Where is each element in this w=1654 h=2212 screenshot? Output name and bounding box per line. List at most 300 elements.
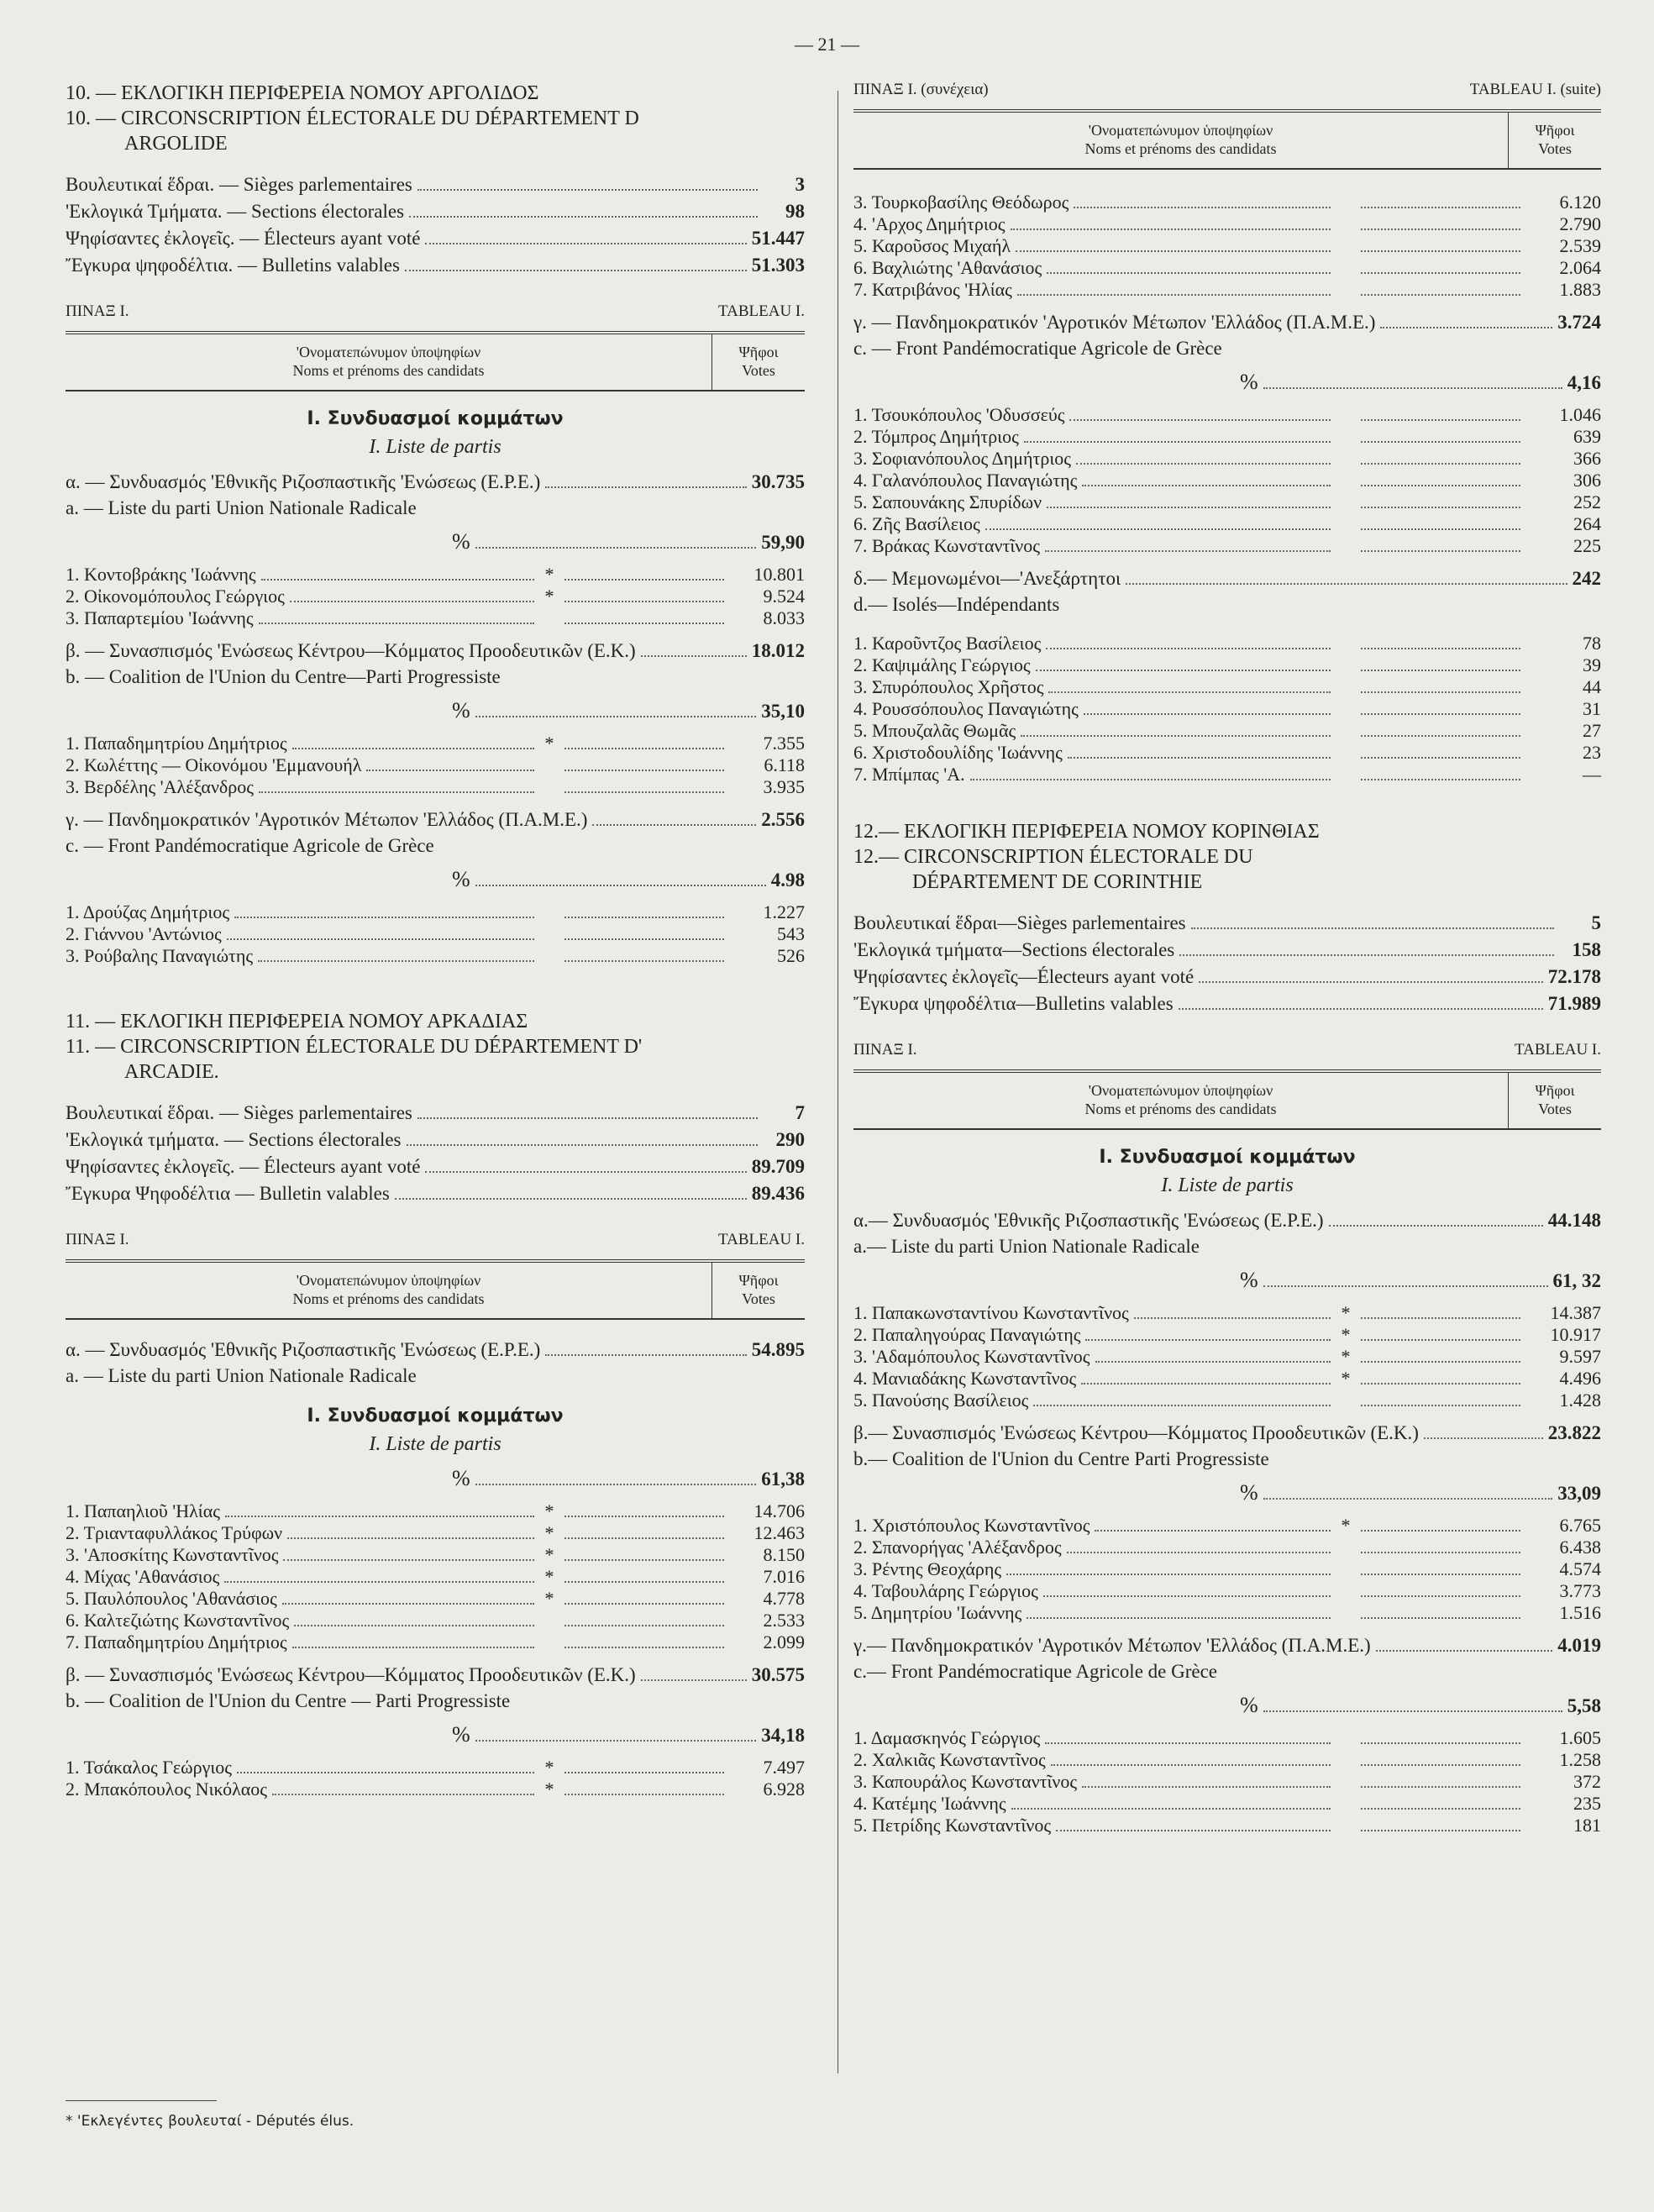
candidate-row [853, 1815, 1601, 1836]
elected-marker: * [544, 1588, 554, 1609]
arcadia-title-fr: 11. — CIRCONSCRIPTION ÉLECTORALE DU DÉPARTEMENT D' [66, 1036, 643, 1058]
candidate-name: 7. Κατριβάνος 'Ηλίας [853, 279, 1012, 300]
party-label-gr: γ. — Πανδημοκρατικόν 'Αγροτικόν Μέτωπον 'Ελλάδος (Π.Α.Μ.Ε.) [853, 312, 1376, 333]
candidate-votes: 6.765 [1559, 1515, 1601, 1536]
candidate-name: 1. Παπαηλιοῦ 'Ηλίας [66, 1500, 220, 1521]
votes-column-header [1508, 1073, 1601, 1128]
candidate-row [853, 513, 1601, 535]
section-heading-fr: I. Liste de partis [369, 436, 501, 458]
candidate-name: 3. 'Αποσκίτης Κωνσταντῖνος [66, 1544, 279, 1565]
stat-label: Ἔγκυρα Ψηφοδέλτια — Bulletin valables [66, 1183, 390, 1204]
leader-dots [259, 622, 534, 624]
candidate-row [66, 1588, 805, 1610]
candidate-name: 1. Κοντοβράκης 'Ιωάννης [66, 564, 256, 585]
stat-label: Ψηφίσαντες ἐκλογεῖς. — Électeurs ayant voté [66, 228, 421, 249]
candidate-votes: 10.801 [753, 564, 805, 585]
candidate-list [66, 1757, 805, 1800]
candidate-row [853, 235, 1601, 257]
candidate-votes: 181 [1573, 1815, 1601, 1836]
stat-row [853, 964, 1601, 990]
table-header [853, 109, 1601, 170]
candidate-row [853, 720, 1601, 742]
candidate-name: 3. Τουρκοβασίλης Θεόδωρος [853, 192, 1069, 213]
party-label-gr: γ.— Πανδημοκρατικόν 'Αγροτικόν Μέτωπον 'Ελλάδος (Π.Α.Μ.Ε.) [853, 1635, 1371, 1656]
footnote-rule [66, 2100, 217, 2101]
leader-dots [1069, 418, 1331, 421]
leader-dots [425, 242, 746, 244]
stat-label: Ἔγκυρα ψηφοδέλτια. — Bulletins valables [66, 255, 400, 276]
candidate-name: 5. Σαπουνάκης Σπυρίδων [853, 491, 1042, 512]
candidate-votes: 1.605 [1559, 1727, 1601, 1748]
percent-row [66, 1721, 805, 1750]
leader-dots [1084, 712, 1331, 715]
party-row [853, 565, 1601, 591]
header-gr: 'Ονοματεπώνυμον ὑποψηφίων [1088, 122, 1273, 139]
candidate-name: 1. Χριστόπουλος Κωνσταντῖνος [853, 1515, 1090, 1536]
candidate-votes: 39 [1583, 654, 1601, 675]
candidate-votes: 2.539 [1559, 235, 1601, 256]
candidate-row [853, 1793, 1601, 1815]
stat-value: 7 [795, 1102, 805, 1123]
table-header [66, 331, 805, 391]
leader-dots [475, 1483, 757, 1485]
stat-label: Βουλευτικαί ἕδραι—Sièges parlementaires [853, 912, 1186, 933]
candidate-name: 3. Ρούβαλης Παναγιώτης [66, 945, 254, 966]
candidate-name: 7. Παπαδημητρίου Δημήτριος [66, 1631, 287, 1652]
leader-dots [1329, 1224, 1543, 1227]
percent-sign: % [1240, 1480, 1258, 1505]
elected-marker: * [544, 564, 554, 585]
candidate-name: 2. Γιάννου 'Αντώνιος [66, 923, 222, 944]
candidate-name: 2. Παπαληγούρας Παναγιώτης [853, 1324, 1081, 1345]
party-label-gr: α. — Συνδυασμός 'Εθνικῆς Ριζοσπαστικῆς 'Ενώσεως (Ε.Ρ.Ε.) [66, 1339, 541, 1360]
header-gr: Ψῆφοι [1535, 122, 1575, 139]
candidate-votes: 3.935 [763, 776, 805, 797]
candidate-row [853, 448, 1601, 470]
party-row [66, 1337, 805, 1363]
section-heading [66, 1402, 805, 1458]
candidate-votes: 7.355 [763, 733, 805, 754]
candidate-list [853, 1727, 1601, 1836]
leader-dots [1361, 1595, 1520, 1597]
stat-value: 89.709 [751, 1156, 805, 1177]
section-heading [853, 1143, 1601, 1199]
corinth-title-fr: 12.— CIRCONSCRIPTION ÉLECTORALE DU [853, 846, 1253, 868]
leader-dots [283, 1558, 534, 1561]
stat-label: 'Εκλογικά τμήματα—Sections électorales [853, 939, 1175, 960]
candidate-votes: 6.438 [1559, 1537, 1601, 1558]
candidates-column-header [66, 334, 711, 390]
leader-dots [1361, 528, 1520, 530]
header-gr: 'Ονοματεπώνυμον ὑποψηφίων [296, 1272, 481, 1289]
leader-dots [970, 778, 1331, 780]
header-gr: Ψῆφοι [1535, 1082, 1575, 1099]
candidate-list [853, 192, 1601, 301]
leader-dots [294, 1624, 534, 1626]
candidate-name: 5. Καροῦσος Μιχαήλ [853, 235, 1011, 256]
candidate-votes: 2.533 [763, 1610, 805, 1631]
candidate-row [853, 491, 1601, 513]
leader-dots [1036, 669, 1331, 671]
candidate-row [853, 404, 1601, 426]
candidate-name: 5. Πετρίδης Κωνσταντῖνος [853, 1815, 1052, 1836]
leader-dots [1095, 1529, 1331, 1532]
candidate-name: 3. 'Αδαμόπουλος Κωνσταντῖνος [853, 1346, 1090, 1367]
percent-sign: % [1240, 370, 1258, 394]
leader-dots [1380, 326, 1552, 328]
candidate-votes: 264 [1573, 513, 1601, 534]
leader-dots [1361, 1807, 1520, 1810]
header-fr: Noms et prénoms des candidats [1084, 140, 1277, 157]
candidate-name: 1. Δαμασκηνός Γεώργιος [853, 1727, 1041, 1748]
stat-value: 51.447 [751, 228, 805, 249]
candidate-votes: 8.033 [763, 607, 805, 628]
percent-sign: % [452, 529, 470, 554]
party-label-fr: c. — Front Pandémocratique Agricole de Grèce [66, 835, 434, 856]
candidate-votes: 1.046 [1559, 404, 1601, 425]
candidate-name: 5. Δημητρίου 'Ιωάννης [853, 1602, 1022, 1623]
candidate-votes: 639 [1573, 426, 1601, 447]
percent-value: 5,58 [1567, 1695, 1601, 1716]
table-label-fr: TABLEAU I. [1515, 1041, 1601, 1059]
candidate-votes: 4.496 [1559, 1368, 1601, 1389]
candidate-votes: 2.099 [763, 1631, 805, 1652]
leader-dots [1043, 1595, 1331, 1597]
candidate-row [66, 1779, 805, 1800]
candidate-name: 4. Μίχας 'Αθανάσιος [66, 1566, 220, 1587]
stat-value: 5 [1591, 912, 1601, 933]
stat-row [66, 1153, 805, 1180]
leader-dots [409, 215, 758, 218]
table-label-gr: ΠΙΝΑΞ Ι. (συνέχεια) [853, 81, 989, 98]
candidate-row [66, 733, 805, 754]
candidate-votes: 366 [1573, 448, 1601, 469]
candidate-votes: 23 [1583, 742, 1601, 763]
leader-dots [1361, 484, 1520, 486]
party-label-fr: d.— Isolés—Indépendants [853, 594, 1060, 615]
candidate-row [853, 1771, 1601, 1793]
candidate-votes: 1.258 [1559, 1749, 1601, 1770]
candidate-row [66, 1757, 805, 1779]
candidate-votes: 306 [1573, 470, 1601, 491]
party-label-gr: β. — Συνασπισμός 'Ενώσεως Κέντρου—Κόμματος Προοδευτικῶν (Ε.Κ.) [66, 1664, 636, 1685]
elected-marker: * [544, 586, 554, 607]
table-label-fr: TABLEAU I. (suite) [1469, 81, 1601, 98]
leader-dots [1263, 1497, 1553, 1500]
candidate-row [66, 1544, 805, 1566]
percent-sign: % [1240, 1693, 1258, 1717]
candidate-list [66, 1500, 805, 1653]
stat-label: 'Εκλογικά τμήματα. — Sections électorales [66, 1129, 402, 1150]
leader-dots [292, 747, 534, 749]
candidate-name: 2. Καψιμάλης Γεώργιος [853, 654, 1031, 675]
elected-marker: * [544, 733, 554, 754]
leader-dots [1361, 669, 1520, 671]
leader-dots [425, 1170, 746, 1173]
table-label-gr: ΠΙΝΑΞ Ι. [66, 1231, 129, 1248]
left-column [66, 81, 805, 1809]
leader-dots [1263, 1285, 1548, 1287]
elected-marker: * [544, 1779, 554, 1800]
leader-dots [1081, 1382, 1331, 1384]
header-fr: Noms et prénoms des candidats [292, 362, 485, 379]
party-row [853, 1207, 1601, 1233]
leader-dots [545, 486, 746, 488]
candidate-name: 3. Καπουράλος Κωνσταντῖνος [853, 1771, 1078, 1792]
stat-row [66, 252, 805, 279]
candidate-votes: 252 [1573, 491, 1601, 512]
candidate-votes: 7.497 [763, 1757, 805, 1778]
leader-dots [1076, 462, 1331, 465]
candidate-list [66, 733, 805, 798]
leader-dots [475, 715, 757, 717]
candidate-list [66, 564, 805, 629]
stat-row [66, 171, 805, 198]
stat-value: 71.989 [1547, 993, 1601, 1014]
candidate-row [853, 676, 1601, 698]
stat-row [66, 225, 805, 252]
stat-row [853, 990, 1601, 1017]
candidate-name: 2. Τριανταφυλλάκος Τρύφων [66, 1522, 283, 1543]
leader-dots [1048, 691, 1331, 693]
leader-dots [1361, 1785, 1520, 1788]
leader-dots [287, 1537, 534, 1539]
party-label-fr: a. — Liste du parti Union Nationale Radicale [66, 497, 417, 518]
candidate-votes: 1.883 [1559, 279, 1601, 300]
candidate-name: 4. Κατέμης 'Ιωάννης [853, 1793, 1006, 1814]
candidate-votes: 1.428 [1559, 1390, 1601, 1411]
candidate-name: 3. Βερδέλης 'Αλέξανδρος [66, 776, 254, 797]
leader-dots [405, 269, 747, 271]
leader-dots [407, 1143, 758, 1146]
candidate-name: 2. Κωλέττης — Οἰκονόμου 'Εμμανουήλ [66, 754, 362, 775]
candidate-votes: 2.064 [1559, 257, 1601, 278]
leader-dots [564, 1602, 724, 1605]
candidate-votes: 543 [777, 923, 805, 944]
table-label-gr: ΠΙΝΑΞ Ι. [66, 302, 129, 320]
candidate-votes: 12.463 [753, 1522, 805, 1543]
candidate-row [853, 1346, 1601, 1368]
candidate-row [853, 1368, 1601, 1390]
leader-dots [564, 1515, 724, 1517]
elected-marker: * [544, 1522, 554, 1543]
candidate-votes: 4.778 [763, 1588, 805, 1609]
leader-dots [1016, 250, 1331, 252]
leader-dots [564, 938, 724, 940]
leader-dots [1134, 1316, 1331, 1319]
percent-row [66, 1464, 805, 1494]
section-heading-fr: I. Liste de partis [1161, 1174, 1294, 1196]
elected-marker: * [544, 1500, 554, 1521]
party-label-fr: a. — Liste du parti Union Nationale Radicale [66, 1365, 417, 1386]
candidate-row [66, 1522, 805, 1544]
leader-dots [1361, 1573, 1520, 1575]
header-gr: 'Ονοματεπώνυμον ὑποψηφίων [1088, 1082, 1273, 1099]
candidate-name: 1. Τσουκόπουλος 'Οδυσσεύς [853, 404, 1065, 425]
candidate-name: 2. Μπακόπουλος Νικόλαος [66, 1779, 267, 1800]
candidate-row [853, 1537, 1601, 1558]
corinth-title-gr: 12.— ΕΚΛΟΓΙΚΗ ΠΕΡΙΦΕΡΕΙΑ ΝΟΜΟΥ ΚΟΡΙΝΘΙΑΣ [853, 821, 1320, 843]
candidates-column-header [853, 1073, 1508, 1128]
header-gr: 'Ονοματεπώνυμον ὑποψηφίων [296, 344, 481, 360]
candidate-row [66, 607, 805, 629]
candidate-name: 4. Ρουσσόπουλος Παναγιώτης [853, 698, 1079, 719]
candidate-row [853, 1558, 1601, 1580]
footnote [66, 2100, 570, 2130]
candidate-row [853, 1580, 1601, 1602]
leader-dots [1191, 927, 1554, 929]
candidate-name: 5. Πανούσης Βασίλειος [853, 1390, 1029, 1411]
percent-sign: % [452, 1722, 470, 1747]
section-heading-gr: I. Συνδυασμοί κομμάτων [307, 408, 564, 429]
candidate-votes: 9.524 [763, 586, 805, 607]
leader-dots [1361, 734, 1520, 737]
candidate-name: 4. Μανιαδάκης Κωνσταντῖνος [853, 1368, 1077, 1389]
leader-dots [1361, 293, 1520, 296]
party-votes: 242 [1572, 568, 1601, 589]
candidate-row [853, 1302, 1601, 1324]
candidate-name: 6. Καλτεζιώτης Κωνσταντῖνος [66, 1610, 290, 1631]
stat-value: 290 [775, 1129, 805, 1150]
candidate-name: 1. Παπακωνσταντίνου Κωνσταντῖνος [853, 1302, 1129, 1323]
leader-dots [1047, 271, 1331, 274]
party-votes: 3.724 [1557, 312, 1601, 333]
candidate-list [853, 633, 1601, 785]
party-label-fr: b. — Coalition de l'Union du Centre—Parti Progressiste [66, 666, 501, 687]
candidate-name: 6. Χριστοδουλίδης 'Ιωάννης [853, 742, 1063, 763]
header-gr: Ψῆφοι [738, 344, 779, 360]
leader-dots [1361, 549, 1520, 552]
percent-value: 59,90 [761, 532, 805, 553]
candidate-row [66, 1631, 805, 1653]
stat-value: 72.178 [1547, 966, 1601, 987]
table-header [853, 1069, 1601, 1130]
leader-dots [1361, 1616, 1520, 1619]
party-label-gr: β. — Συνασπισμός 'Ενώσεως Κέντρου—Κόμματος Προοδευτικῶν (Ε.Κ.) [66, 640, 636, 661]
stat-value: 98 [785, 201, 805, 222]
leader-dots [564, 1793, 724, 1795]
leader-dots [545, 1353, 746, 1356]
leader-dots [564, 791, 724, 793]
candidate-row [66, 923, 805, 945]
party-row [66, 807, 805, 833]
table-label [66, 302, 805, 321]
candidate-name: 1. Τσάκαλος Γεώργιος [66, 1757, 232, 1778]
percent-value: 4,16 [1567, 372, 1601, 393]
leader-dots [1361, 506, 1520, 508]
candidate-list [853, 1515, 1601, 1624]
candidate-name: 7. Μπίμπας 'Α. [853, 764, 965, 785]
candidate-row [66, 901, 805, 923]
stat-label: Ψηφίσαντες ἐκλογεῖς—Électeurs ayant voté [853, 966, 1195, 987]
arcadia-title-gr: 11. — ΕΚΛΟΓΙΚΗ ΠΕΡΙΦΕΡΕΙΑ ΝΟΜΟΥ ΑΡΚΑΔΙΑΣ [66, 1011, 528, 1032]
percent-row [853, 1691, 1601, 1721]
candidate-votes: 526 [777, 945, 805, 966]
page-number: — 21 — [795, 34, 859, 55]
leader-dots [282, 1602, 534, 1605]
percent-row [66, 865, 805, 895]
candidate-list [853, 404, 1601, 557]
leader-dots [1263, 1710, 1562, 1712]
header-fr: Votes [1538, 1101, 1572, 1117]
candidate-votes: 6.120 [1559, 192, 1601, 213]
percent-value: 35,10 [761, 701, 805, 722]
candidate-name: 2. Οἰκονομόπουλος Γεώργιος [66, 586, 285, 607]
leader-dots [1033, 1404, 1331, 1406]
header-gr: Ψῆφοι [738, 1272, 779, 1289]
corinth-section [853, 819, 1601, 1836]
candidate-row [853, 742, 1601, 764]
percent-sign: % [1240, 1268, 1258, 1292]
leader-dots [985, 528, 1331, 530]
arcadia-title-fr-cont: ARCADIE. [124, 1061, 219, 1083]
candidate-row [853, 1602, 1601, 1624]
leader-dots [1021, 734, 1331, 737]
leader-dots [1361, 1360, 1520, 1363]
leader-dots [564, 1771, 724, 1773]
candidate-row [66, 776, 805, 798]
leader-dots [1056, 1829, 1331, 1831]
leader-dots [227, 938, 534, 940]
candidate-votes: 4.574 [1559, 1558, 1601, 1579]
candidate-row [66, 1500, 805, 1522]
leader-dots [1361, 418, 1520, 421]
elected-marker: * [1341, 1324, 1351, 1345]
leader-dots [292, 1646, 534, 1648]
leader-dots [1074, 206, 1331, 208]
leader-dots [1361, 1316, 1520, 1319]
stat-row [66, 1180, 805, 1207]
leader-dots [1179, 1007, 1543, 1010]
candidate-row [853, 764, 1601, 785]
candidate-votes: 6.118 [764, 754, 805, 775]
leader-dots [1361, 1338, 1520, 1341]
party-label-fr: c.— Front Pandémocratique Agricole de Grèce [853, 1661, 1218, 1682]
candidate-row [853, 535, 1601, 557]
candidate-row [853, 698, 1601, 720]
party-votes: 30.575 [751, 1664, 805, 1685]
candidate-votes: — [1583, 764, 1601, 785]
leader-dots [1361, 1382, 1520, 1384]
percent-value: 33,09 [1557, 1483, 1601, 1504]
percent-value: 61,38 [761, 1469, 805, 1490]
table-label-fr: TABLEAU I. [718, 1231, 805, 1248]
leader-dots [1376, 1649, 1553, 1652]
party-votes: 44.148 [1547, 1210, 1601, 1231]
percent-row [853, 368, 1601, 397]
leader-dots [1017, 293, 1331, 296]
candidate-name: 3. Σπυρόπουλος Χρῆστος [853, 676, 1044, 697]
leader-dots [1024, 440, 1331, 443]
stat-row [853, 910, 1601, 937]
candidate-name: 6. Βαχλιώτης 'Αθανάσιος [853, 257, 1042, 278]
candidates-column-header [853, 113, 1508, 168]
leader-dots [1361, 691, 1520, 693]
leader-dots [564, 1624, 724, 1626]
leader-dots [564, 600, 724, 602]
candidate-votes: 1.227 [763, 901, 805, 922]
leader-dots [1424, 1437, 1543, 1439]
candidate-name: 4. Ταβουλάρης Γεώργιος [853, 1580, 1038, 1601]
stat-row [853, 937, 1601, 964]
footnote-text: * 'Εκλεγέντες βουλευταί - Députés élus. [66, 2113, 354, 2130]
leader-dots [1361, 250, 1520, 252]
stat-label: Ψηφίσαντες ἐκλογεῖς. — Électeurs ayant voté [66, 1156, 421, 1177]
leader-dots [592, 823, 756, 826]
candidate-votes: 235 [1573, 1793, 1601, 1814]
leader-dots [641, 1679, 747, 1681]
leader-dots [564, 769, 724, 771]
